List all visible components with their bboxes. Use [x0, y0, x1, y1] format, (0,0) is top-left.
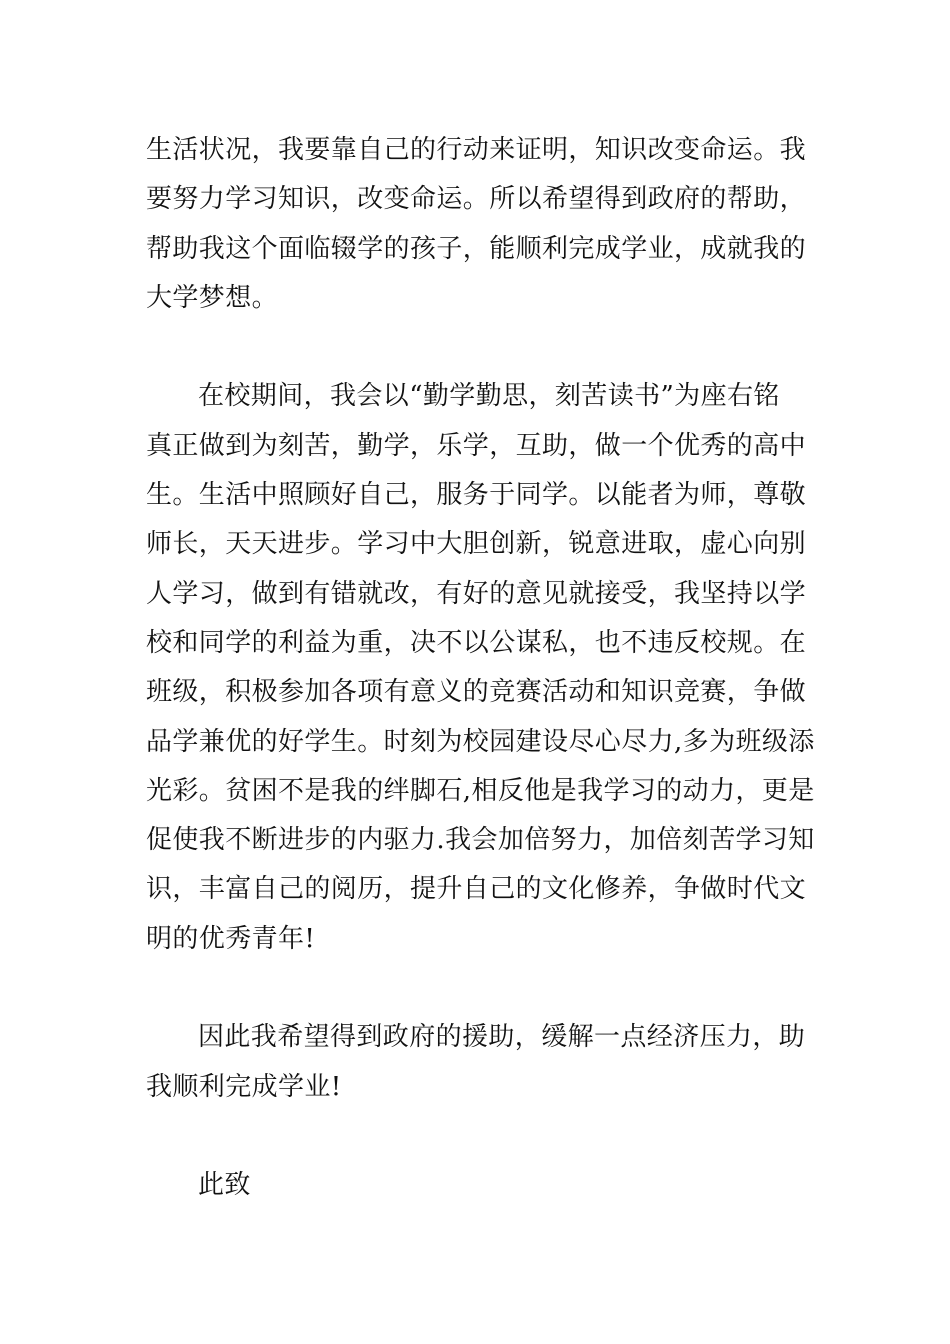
paragraph-line: 帮助我这个面临辍学的孩子，能顺利完成学业，成就我的 — [146, 233, 807, 264]
paragraph-line: 真正做到为刻苦，勤学，乐学，互助，做一个优秀的高中 — [146, 430, 807, 461]
paragraph-spacer — [146, 964, 806, 1013]
paragraph-line: 因此我希望得到政府的援助，缓解一点经济压力，助 — [198, 1022, 806, 1053]
document-page — [146, 126, 815, 1211]
paragraph-spacer — [146, 1112, 806, 1161]
paragraph-line: 师长，天天进步。学习中大胆创新，锐意进取，虚心向别 — [146, 529, 807, 560]
paragraph-line: 生。生活中照顾好自己，服务于同学。以能者为师，尊敬 — [146, 480, 807, 511]
paragraph-line: 明的优秀青年! — [146, 923, 316, 954]
paragraph-line: 生活状况，我要靠自己的行动来证明，知识改变命运。我 — [146, 135, 807, 165]
paragraph-line: 品学兼优的好学生。时刻为校园建设尽心尽力,多为班级添 — [146, 726, 815, 757]
paragraph-3 — [146, 1013, 806, 1112]
paragraph-spacer — [146, 323, 806, 372]
paragraph-line: 要努力学习知识，改变命运。所以希望得到政府的帮助， — [146, 184, 807, 215]
paragraph-line: 大学梦想。 — [146, 282, 279, 313]
paragraph-line: 人学习，做到有错就改，有好的意见就接受，我坚持以学 — [146, 578, 807, 609]
paragraph-2 — [146, 372, 815, 964]
paragraph-line: 光彩。贫困不是我的绊脚石,相反他是我学习的动力，更是 — [146, 775, 815, 806]
paragraph-1 — [146, 126, 806, 323]
paragraph-line: 在校期间，我会以“勤学勤思，刻苦读书”为座右铭 — [198, 381, 780, 412]
closing-salutation: 此致 — [198, 1170, 251, 1201]
paragraph-line: 促使我不断进步的内驱力.我会加倍努力，加倍刻苦学习知 — [146, 825, 815, 856]
paragraph-line: 识，丰富自己的阅历，提升自己的文化修养，争做时代文 — [146, 874, 807, 905]
paragraph-line: 校和同学的利益为重，决不以公谋私，也不违反校规。在 — [146, 627, 807, 658]
paragraph-line: 我顺利完成学业! — [146, 1071, 342, 1102]
paragraph-line: 班级，积极参加各项有意义的竞赛活动和知识竞赛，争做 — [146, 677, 807, 708]
